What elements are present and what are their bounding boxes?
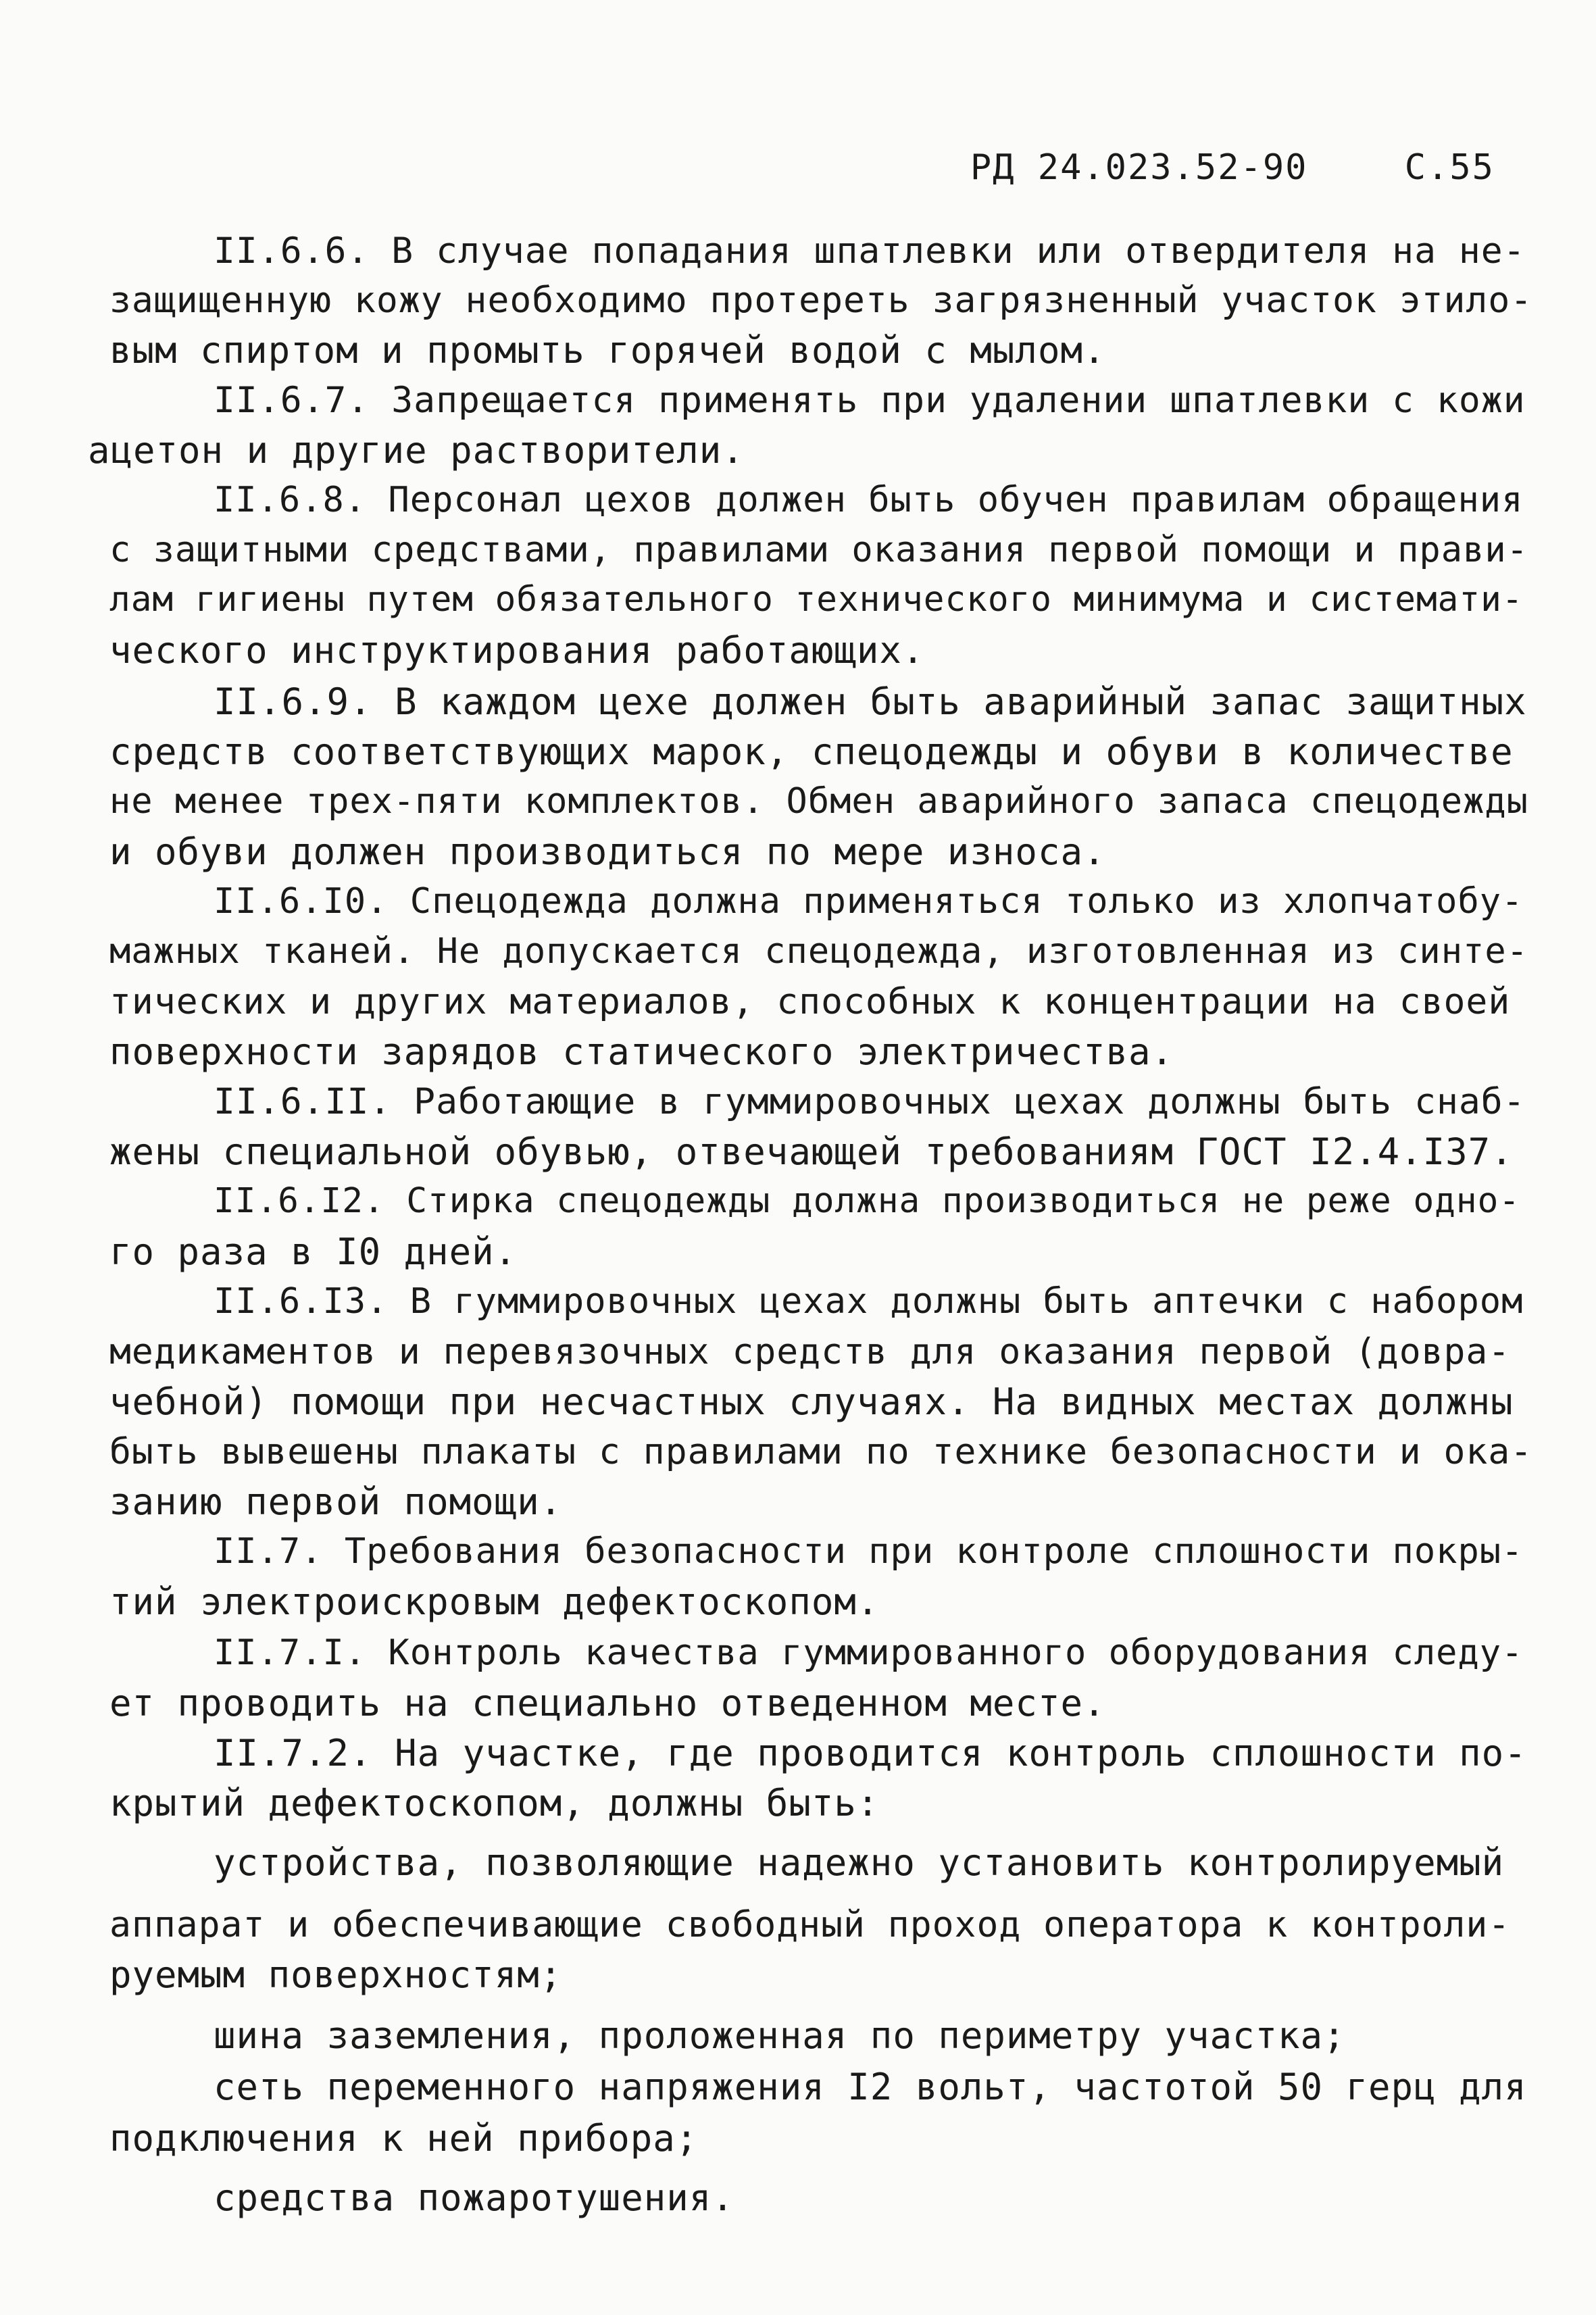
text-line: II.7.2. На участке, где проводится контроль сплошности по- [214, 1732, 1527, 1774]
text-line: защищенную кожу необходимо протереть загрязненный участок этило- [109, 280, 1533, 321]
text-line: II.6.II. Работающие в гуммировочных цехах должны быть снаб- [214, 1081, 1526, 1122]
text-line: ет проводить на специально отведенном месте. [109, 1682, 1106, 1724]
page-number: С.55 [1404, 147, 1495, 188]
text-line: II.6.9. В каждом цехе должен быть аварийный запас защитных [214, 680, 1527, 723]
text-line: с защитными средствами, правилами оказания первой помощи и прави- [109, 530, 1528, 570]
text-line: мажных тканей. Не допускается спецодежда, изготовленная из синте- [109, 931, 1528, 972]
text-line: устройства, позволяющие надежно установить контролируемый [214, 1841, 1505, 1884]
text-line: лам гигиены путем обязательного технического минимума и системати- [109, 580, 1524, 620]
text-line: крытий дефектоскопом, должны быть: [109, 1782, 880, 1824]
text-line: II.7. Требования безопасности при контроле сплошности покры- [214, 1531, 1524, 1572]
text-line: тий электроискровым дефектоскопом. [109, 1580, 880, 1623]
page-header [970, 147, 1495, 188]
text-line: го раза в I0 дней. [109, 1230, 518, 1273]
text-line: быть вывешены плакаты с правилами по технике безопасности и ока- [109, 1431, 1533, 1472]
text-line: средств соответствующих марок, спецодежды и обуви в количестве [109, 730, 1514, 773]
text-line: шина заземления, проложенная по периметру участка; [214, 2014, 1346, 2057]
text-line: жены специальной обувью, отвечающей требованиям ГОСТ I2.4.I37. [109, 1130, 1514, 1173]
text-line: II.6.7. Запрещается применять при удалении шпатлевки с кожи [214, 380, 1526, 421]
text-line: II.7.I. Контроль качества гуммированного оборудования следу- [214, 1633, 1524, 1673]
text-line: II.6.I2. Стирка спецодежды должна производиться не реже одно- [214, 1181, 1520, 1221]
text-line: II.6.6. В случае попадания шпатлевки или отвердителя на не- [214, 230, 1526, 272]
text-line: II.6.8. Персонал цехов должен быть обучен правилам обращения [214, 480, 1524, 520]
text-line: и обуви должен производиться по мере износа. [109, 830, 1106, 873]
text-line: ацетон и другие растворители. [88, 429, 745, 472]
text-line: II.6.I3. В гуммировочных цехах должны быть аптечки с набором [214, 1281, 1524, 1322]
text-line: занию первой помощи. [109, 1480, 563, 1523]
text-line: II.6.I0. Спецодежда должна применяться только из хлопчатобу- [214, 881, 1524, 922]
text-line: подключения к ней прибора; [109, 2117, 699, 2160]
text-line: поверхности зарядов статического электричества. [109, 1030, 1174, 1073]
text-line: аппарат и обеспечивающие свободный проход оператора к контроли- [109, 1904, 1511, 1945]
document-code: РД 24.023.52-90 [970, 147, 1308, 188]
text-line: чебной) помощи при несчастных случаях. На видных местах должны [109, 1380, 1514, 1423]
text-line: вым спиртом и промыть горячей водой с мылом. [109, 329, 1106, 372]
text-line: тических и других материалов, способных к концентрации на своей [109, 981, 1511, 1022]
text-line: руемым поверхностям; [109, 1953, 563, 1996]
text-line: ческого инструктирования работающих. [109, 629, 925, 672]
text-line: медикаментов и перевязочных средств для оказания первой (довра- [109, 1331, 1511, 1372]
text-line: не менее трех-пяти комплектов. Обмен аварийного запаса спецодежды [109, 781, 1528, 822]
text-line: средства пожаротушения. [214, 2176, 734, 2219]
text-line: сеть переменного напряжения I2 вольт, частотой 50 герц для [214, 2066, 1527, 2108]
